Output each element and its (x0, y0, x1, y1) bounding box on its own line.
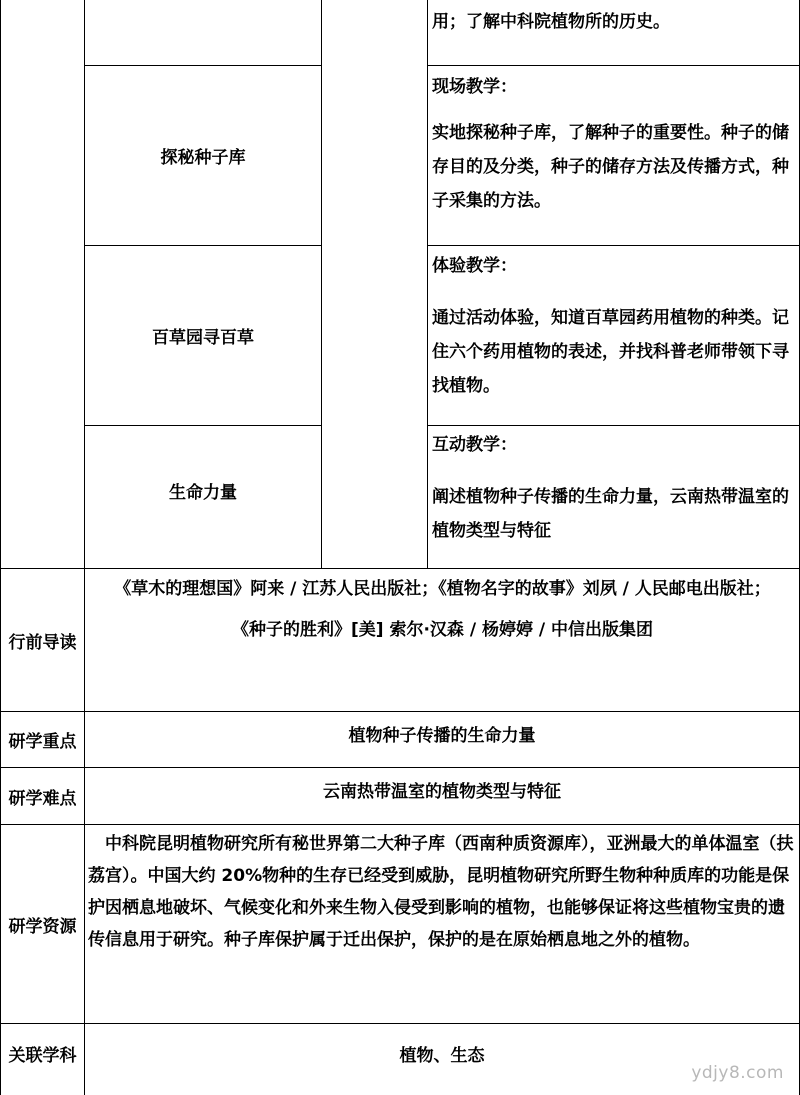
activity-content-0 (432, 5, 796, 39)
column-divider-content (427, 0, 428, 568)
label-text: 研学难点 (8, 788, 77, 809)
label-text: 研学资源 (8, 916, 77, 937)
reading-line-2: 《种子的胜利》[美] 索尔·汉森 / 杨婷婷 / 中信出版集团 (231, 620, 653, 640)
activity-text: 用；了解中科院植物所的历史。 (432, 12, 670, 32)
row-label-subjects (1, 1024, 84, 1082)
activity-content-2 (432, 249, 796, 403)
difficulty-value (85, 768, 799, 810)
teaching-mode: 互动教学： (432, 435, 517, 455)
focus-value (85, 712, 799, 754)
row-divider (0, 824, 800, 825)
value-text: 植物种子传播的生命力量 (348, 725, 536, 746)
activity-description: 阐述植物种子传播的生命力量，云南热带温室的植物类型与特征 (432, 487, 789, 541)
activity-name: 百草园寻百草 (152, 328, 254, 348)
value-text: 植物、生态 (399, 1045, 485, 1066)
activity-name-2 (85, 246, 321, 425)
activity-name-1 (85, 66, 321, 245)
row-divider (427, 245, 800, 246)
reading-list (90, 572, 795, 646)
row-label-focus (1, 712, 84, 767)
label-text: 研学重点 (8, 732, 77, 752)
activity-name: 生命力量 (169, 482, 237, 503)
row-label-resources (1, 825, 84, 1023)
column-divider-time (321, 0, 322, 568)
label-text: 关联学科 (8, 1045, 77, 1066)
label-text: 行前导读 (8, 632, 77, 653)
resources-text: 中科院昆明植物研究所有秘世界第二大种子库（西南种质资源库），亚洲最大的单体温室（扶荔宫）。中国大约 20%物种的生存已经受到威胁，昆明植物研究所野生物种种质库的功能是保护因栖息地破坏、气候变化和外来生物入侵受到影响的植物，也能够保证将这些植物宝贵的遗传信息用于研究。种子库保护属于迁出保护，保护的是在原始栖息地之外的植物。 (88, 834, 794, 950)
row-divider (427, 65, 800, 66)
reading-line-1: 《草木的理想国》阿来 / 江苏人民出版社；《植物名字的故事》刘夙 / 人民邮电出版社； (114, 579, 771, 599)
value-text: 云南热带温室的植物类型与特征 (323, 781, 561, 802)
row-divider (427, 425, 800, 426)
teaching-mode: 现场教学： (432, 77, 517, 97)
watermark: ydjy8.com (691, 1063, 784, 1083)
resources-value (88, 828, 797, 956)
activity-content-1 (432, 70, 796, 218)
activity-name: 探秘种子库 (160, 148, 246, 168)
teaching-mode: 体验教学： (432, 256, 517, 276)
activity-name-3 (85, 426, 321, 554)
row-label-reading (1, 569, 84, 711)
row-label-difficulty (1, 768, 84, 824)
row-divider (0, 568, 800, 569)
activity-description: 实地探秘种子库，了解种子的重要性。种子的储存目的及分类，种子的储存方法及传播方式，种子采集的方法。 (432, 123, 789, 211)
activity-description: 通过活动体验，知道百草园药用植物的种类。记住六个药用植物的表述，并找科普老师带领下寻找植物。 (432, 308, 789, 396)
activity-content-3 (432, 428, 796, 548)
